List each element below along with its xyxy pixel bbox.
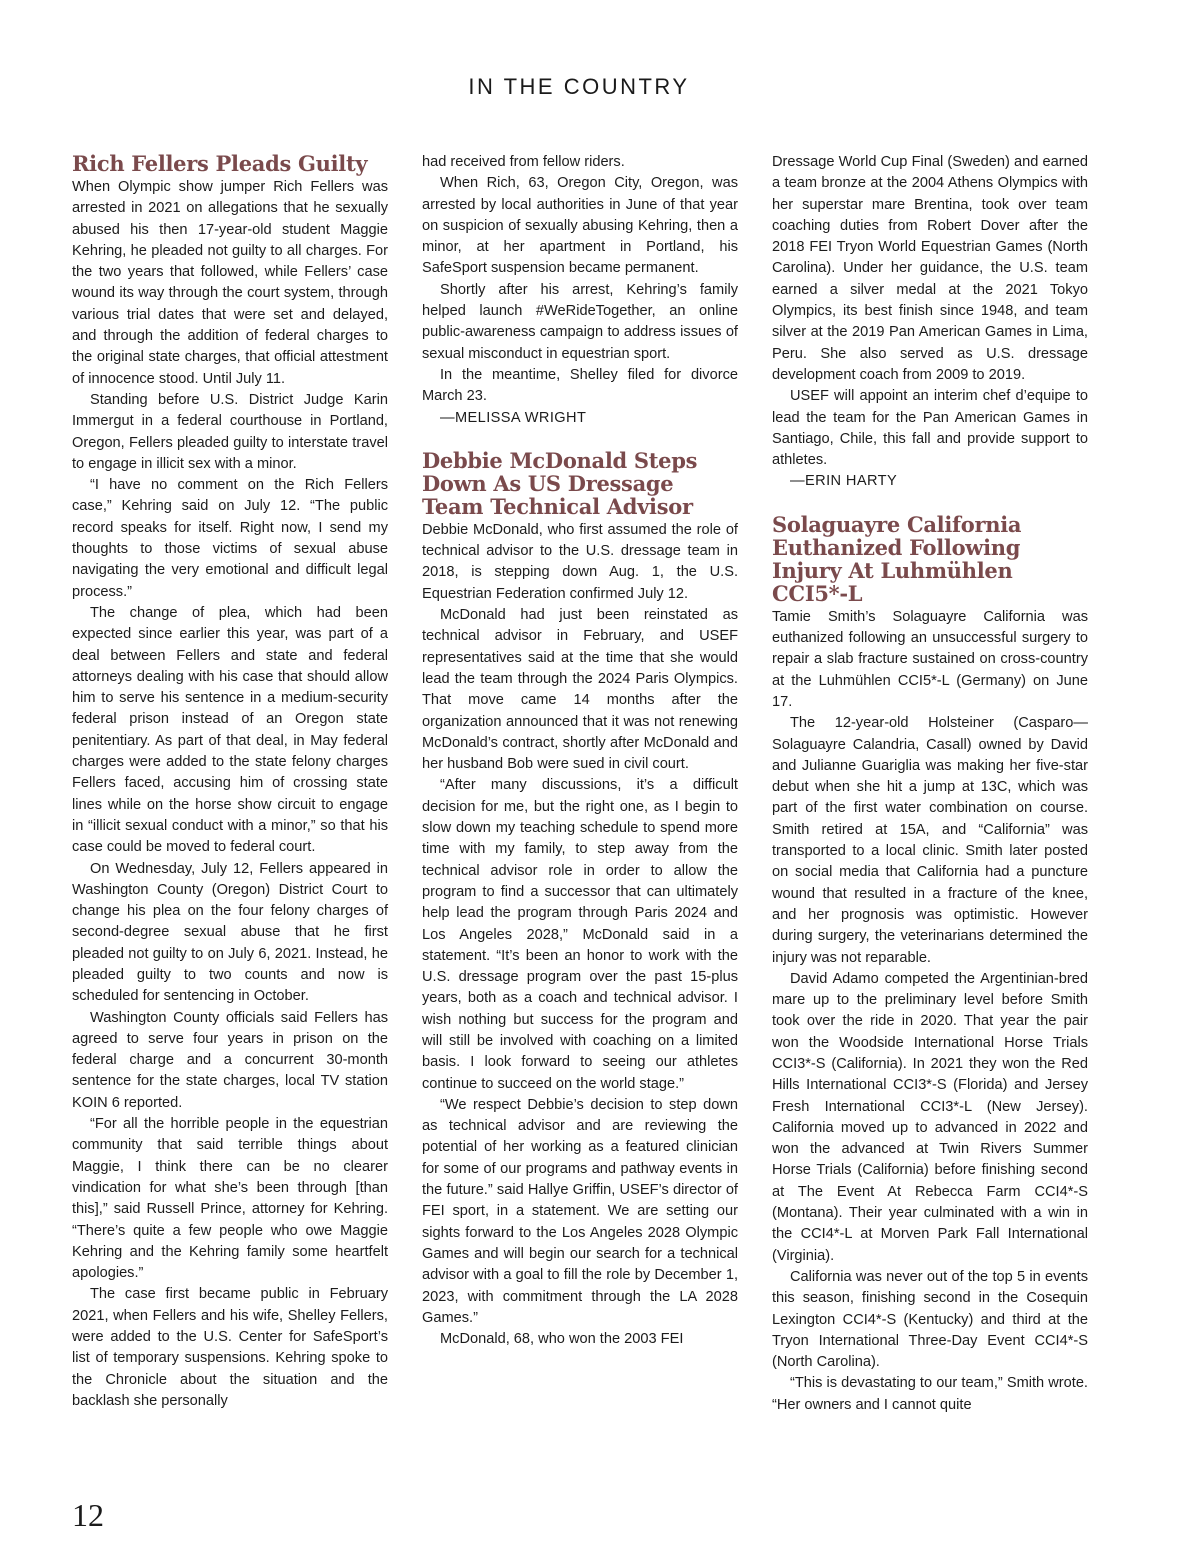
article-paragraph: “After many discussions, it’s a difficult decision for me, but the right one, as I begin to slow down my teaching schedule to spend more time with my family, to step away from the technical advisor role in order to allow the program to find a successor that can ultimately help lead the program through Paris 2024 and Los Angeles 2028,” McDonald said in a statement. “It’s been an honor to work with the U.S. dressage program over the past 15-plus years, both as a coach and technical advisor. I wish nothing but success for the program and will still be involved with coaching on a limited basis. I look forward to seeing our athletes continue to succeed on the world stage.”: [422, 777, 738, 1092]
article-paragraph: On Wednesday, July 12, Fellers appeared in Washington County (Oregon) District Court to change his plea on the four felony charges of second-degree sexual abuse that he first pleaded not guilty to on July 6, 2021. Instead, he pleaded guilty to two counts and now is scheduled for sentencing in October.: [72, 860, 388, 1005]
article-paragraph: When Olympic show jumper Rich Fellers was arrested in 2021 on allegations that he sexually abused his then 17-year-old student Maggie Kehring, he pleaded not guilty to all charges. For the two years that followed, while Fellers’ case wound its way through the court system, through various trial dates that were set and delayed, and through the addition of federal charges to the original state charges, that official attestment of innocence stood. Until July 11.: [72, 179, 388, 387]
article-paragraph: Shortly after his arrest, Kehring’s family helped launch #WeRideTogether, an online public-awareness campaign to address issues of sexual misconduct in equestrian sport.: [422, 281, 738, 362]
article-headline-fellers: Rich Fellers Pleads Guilty: [72, 151, 368, 176]
byline: —MELISSA WRIGHT: [440, 409, 587, 426]
article-paragraph: McDonald had just been reinstated as technical advisor in February, and USEF representatives said at the time that she would lead the team through the 2024 Paris Olympics. That move came 14 months after the organization announced that it was not renewing McDonald’s contract, shortly after McDonald and her husband Bob were sued in civil court.: [422, 607, 738, 773]
article-paragraph: The change of plea, which had been expected since earlier this year, was part of a deal between Fellers and state and federal attorneys dealing with his case that should allow him to serve his sentence in a medium-security federal prison instead of an Oregon state penitentiary. As part of that deal, in May federal charges were added to the state felony charges Fellers faced, accusing him of crossing state lines while on the horse show circuit to engage in “illicit sexual conduct with a minor,” so that his case could be moved to federal court.: [72, 604, 388, 856]
article-paragraph: “This is devastating to our team,” Smith wrote. “Her owners and I cannot quite: [772, 1375, 1088, 1413]
article-headline-mcdonald: Debbie McDonald Steps Down As US Dressage Team Technical Advisor: [422, 447, 698, 519]
page-number: 12: [72, 1497, 104, 1533]
article-paragraph: Standing before U.S. District Judge Karin Immergut in a federal courthouse in Portland, Oregon, Fellers pleaded guilty to interstate travel to engage in illicit sex with a minor.: [72, 391, 388, 472]
column-1: [72, 152, 388, 1412]
article-paragraph: “We respect Debbie’s decision to step down as technical advisor and are reviewing the potential of her working as a featured clinician for some of our programs and pathway events in the future.” said Hallye Griffin, USEF’s director of FEI sport, in a statement. We are setting our sights forward to the Los Angeles 2028 Olympic Games and will begin our search for a technical advisor with a goal to fill the role by December 1, 2023, with commitment through the LA 2028 Games.”: [422, 1096, 738, 1326]
article-paragraph: “I have no comment on the Rich Fellers case,” Kehring said on July 12. “The public record speaks for itself. Right now, I send my thoughts to those victims of sexual abuse navigating the very emotional and difficult legal process.”: [72, 477, 388, 600]
article-paragraph: California was never out of the top 5 in events this season, finishing second in the Cosequin Lexington CCI4*-S (Kentucky) and third at the Tryon International Three-Day Event CCI4*-S (North Carolina).: [772, 1268, 1088, 1371]
article-paragraph: Tamie Smith’s Solaguayre California was euthanized following an unsuccessful surgery to repair a slab fracture sustained on cross-country at the Luhmühlen CCI5*-L (Germany) on June 17.: [772, 608, 1088, 710]
section-label: IN THE COUNTRY: [468, 74, 690, 99]
article-paragraph: Debbie McDonald, who first assumed the role of technical advisor to the U.S. dressage team in 2018, is stepping down Aug. 1, the U.S. Equestrian Federation confirmed July 12.: [422, 521, 738, 602]
article-paragraph: USEF will appoint an interim chef d’equipe to lead the team for the Pan American Games in Santiago, Chile, this fall and provide support to athletes.: [772, 388, 1088, 469]
article-headline-california: Solaguayre California Euthanized Following Injury At Luhmühlen CCI5*-L: [772, 511, 1022, 606]
article-paragraph-continuation: had received from fellow riders.: [422, 154, 625, 170]
article-paragraph: In the meantime, Shelley filed for divorce March 23.: [422, 366, 738, 405]
byline: —ERIN HARTY: [790, 473, 898, 490]
article-paragraph: David Adamo competed the Argentinian-bred mare up to the preliminary level before Smith took over the ride in 2020. That year the pair won the Woodside International Horse Trials CCI3*-S (California). In 2021 they won the Red Hills International CCI3*-S (Florida) and Jersey Fresh International CCI3*-L (New Jersey). California moved up to advanced in 2022 and won the advanced at Twin Rivers Summer Horse Trials (California) before finishing second at The Event At Rebecca Farm CCI4*-S (Montana). Their year culminated with a win in the CCI4*-L at Morven Park Fall International (Virginia).: [772, 970, 1088, 1264]
article-paragraph: “For all the horrible people in the equestrian community that said terrible things about Maggie, I think there can be no clearer vindication for what she’s been through [than this],” said Russell Prince, attorney for Kehring. “There’s quite a few people who owe Maggie Kehring and the Kehring family some heartfelt apologies.”: [72, 1116, 388, 1282]
column-2: [422, 152, 738, 1350]
article-paragraph: When Rich, 63, Oregon City, Oregon, was arrested by local authorities in June of that year on suspicion of sexually abusing Kehring, then a minor, at her apartment in Portland, his SafeSport suspension became permanent.: [422, 175, 738, 277]
article-paragraph: Washington County officials said Fellers has agreed to serve four years in prison on the federal charge and a concurrent 30-month sentence for the state charges, local TV station KOIN 6 reported.: [72, 1009, 388, 1111]
article-paragraph: McDonald, 68, who won the 2003 FEI: [440, 1331, 684, 1348]
article-paragraph-continuation: Dressage World Cup Final (Sweden) and earned a team bronze at the 2004 Athens Olympics with her superstar mare Brentina, took over team coaching duties from Robert Dover after the 2018 FEI Tryon World Equestrian Games (North Carolina). Under her guidance, the U.S. team earned a silver medal at the 2021 Tokyo Olympics, its best finish since 1948, and team silver at the 2019 Pan American Games in Lima, Peru. She also served as U.S. dressage development coach from 2009 to 2019.: [772, 154, 1088, 383]
column-3: [772, 152, 1088, 1416]
article-paragraph: The case first became public in February 2021, when Fellers and his wife, Shelley Fellers, were added to the U.S. Center for SafeSport’s list of temporary suspensions. Kehring spoke to the Chronicle about the situation and the backlash she personally: [72, 1286, 388, 1409]
article-paragraph: The 12-year-old Holsteiner (Casparo—Solaguayre Calandria, Casall) owned by David and Julianne Guariglia was making her five-star debut when she hit a jump at 13C, which was part of the first water combination on course. Smith retired at 15A, and “California” was transported to a local clinic. Smith later posted on social media that California had a puncture wound that resulted in a fracture of the knee, and her prognosis was optimistic. However during surgery, the veterinarians determined the injury was not reparable.: [772, 715, 1088, 966]
